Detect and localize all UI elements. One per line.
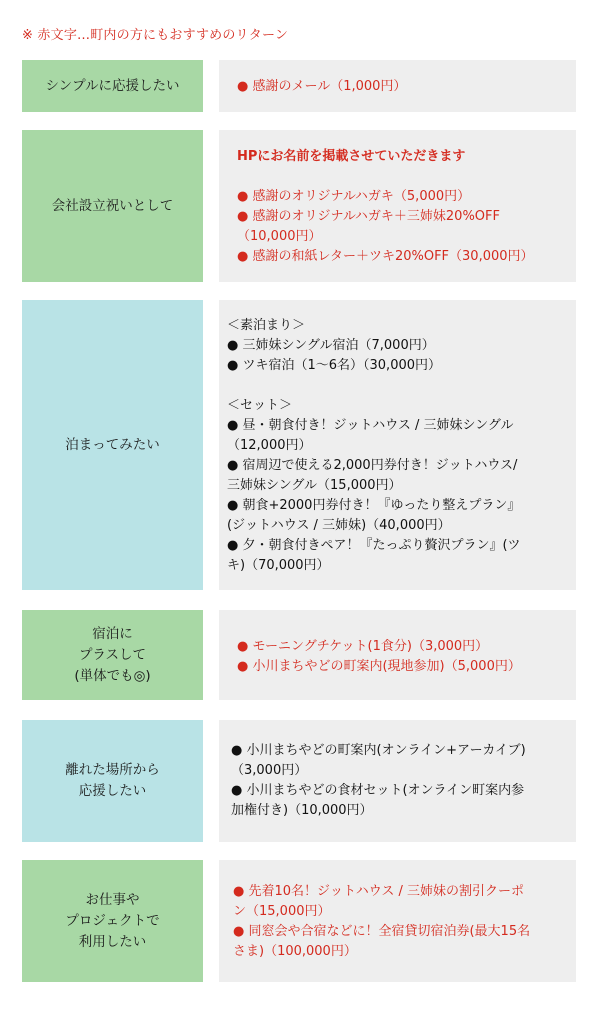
return-item: ● 昼・朝食付き！ジットハウス / 三姉妹シングル bbox=[227, 418, 514, 433]
spacer-line bbox=[237, 167, 576, 187]
spacer-line bbox=[227, 376, 576, 396]
return-item: ● 小川まちやどの食材セット(オンライン町案内参 bbox=[231, 783, 525, 798]
return-item: ● 小川まちやどの町案内(現地参加)（5,000円） bbox=[237, 659, 521, 674]
return-item: ● 先着10名！ジットハウス / 三姉妹の割引クーポ bbox=[233, 884, 525, 899]
category-label: 宿泊に プラスして (単体でも◎) bbox=[22, 610, 203, 700]
return-note: HPにお名前を掲載させていただきます bbox=[237, 149, 466, 164]
return-list bbox=[219, 720, 576, 842]
return-item: ● モーニングチケット(1食分)（3,000円） bbox=[237, 639, 489, 654]
return-item: ● 小川まちやどの町案内(オンライン+アーカイブ) bbox=[231, 743, 526, 758]
return-item: ● 感謝のオリジナルハガキ（5,000円） bbox=[237, 189, 471, 204]
return-list bbox=[219, 60, 576, 112]
return-item: ● 朝食+2000円券付き！『ゆったり整えプラン』 bbox=[227, 498, 521, 513]
return-item: ● 感謝の和紙レター＋ツキ20%OFF（30,000円） bbox=[237, 249, 534, 264]
return-item-continued: （10,000円） bbox=[237, 229, 322, 244]
category-label: 泊まってみたい bbox=[22, 300, 203, 590]
return-item-continued: さま)（100,000円） bbox=[233, 944, 357, 959]
return-list bbox=[219, 860, 576, 982]
section-heading: ＜素泊まり＞ bbox=[227, 318, 306, 333]
return-item: ● 感謝のメール（1,000円） bbox=[237, 79, 407, 94]
category-label: 離れた場所から 応援したい bbox=[22, 720, 203, 842]
category-label: シンプルに応援したい bbox=[22, 60, 203, 112]
category-label: お仕事や プロジェクトで 利用したい bbox=[22, 860, 203, 982]
return-item-continued: キ)（70,000円） bbox=[227, 558, 330, 573]
return-item: ● 宿周辺で使える2,000円券付き！ジットハウス/ bbox=[227, 458, 518, 473]
return-list bbox=[219, 610, 576, 700]
return-item: ● 三姉妹シングル宿泊（7,000円） bbox=[227, 338, 435, 353]
return-item-continued: （3,000円） bbox=[231, 763, 308, 778]
return-item: ● 夕・朝食付きペア！『たっぷり贅沢プラン』(ツ bbox=[227, 538, 521, 553]
legend-note: ※ 赤文字…町内の方にもおすすめのリターン bbox=[22, 28, 289, 43]
return-item: ● 感謝のオリジナルハガキ＋三姉妹20%OFF bbox=[237, 209, 500, 224]
return-item: ● 同窓会や合宿などに！全宿貸切宿泊券(最大15名 bbox=[233, 924, 531, 939]
section-heading: ＜セット＞ bbox=[227, 398, 293, 413]
return-item-continued: 加権付き)（10,000円） bbox=[231, 803, 373, 818]
return-item-continued: ン（15,000円） bbox=[233, 904, 331, 919]
return-item-continued: （12,000円） bbox=[227, 438, 312, 453]
return-item-continued: (ジットハウス / 三姉妹)（40,000円） bbox=[227, 518, 451, 533]
category-label: 会社設立祝いとして bbox=[22, 130, 203, 282]
return-list bbox=[219, 300, 576, 590]
return-list bbox=[219, 130, 576, 282]
return-item-continued: 三姉妹シングル（15,000円） bbox=[227, 478, 402, 493]
return-item: ● ツキ宿泊（1〜6名）（30,000円） bbox=[227, 358, 442, 373]
